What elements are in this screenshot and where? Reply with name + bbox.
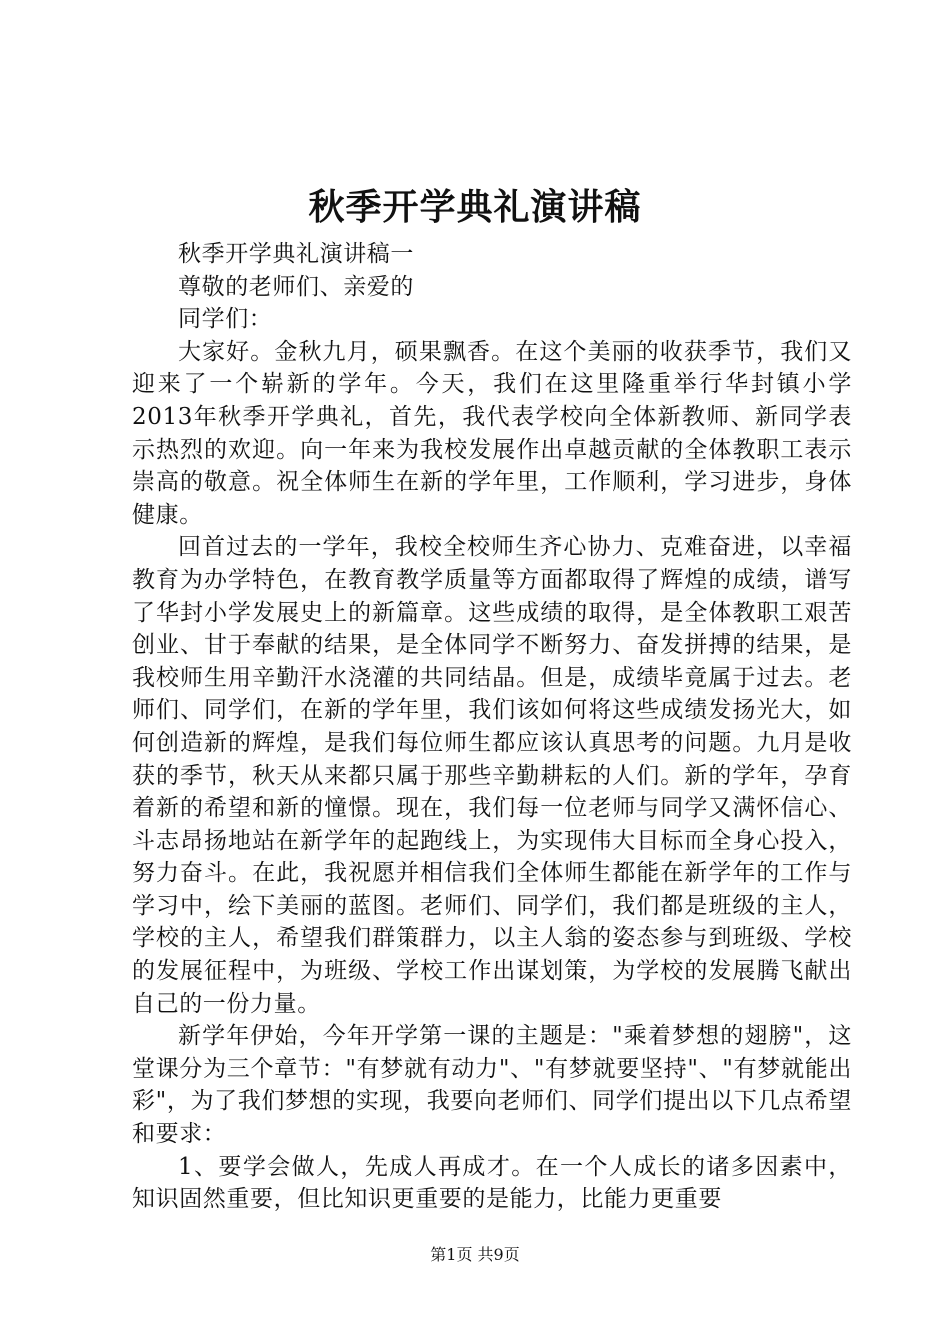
- body-paragraph: 新学年伊始，今年开学第一课的主题是："乘着梦想的翅膀"，这堂课分为三个章节："有梦就有动力"、"有梦就要坚持"、"有梦就能出彩"，为了我们梦想的实现，我要向老师们、同学们提出以下几点希望和要求：: [132, 1023, 852, 1148]
- salutation-line: 同学们：: [178, 306, 273, 333]
- document-body: [132, 238, 852, 1216]
- document-title: 秋季开学典礼演讲稿: [308, 186, 642, 228]
- body-paragraph: 1、要学会做人，先成人再成才。在一个人成长的诸多因素中，知识固然重要，但比知识更重要的是能力，比能力更重要: [132, 1153, 852, 1213]
- body-paragraph: 回首过去的一学年，我校全校师生齐心协力、克难奋进，以幸福教育为办学特色，在教育教学质量等方面都取得了辉煌的成绩，谱写了华封小学发展史上的新篇章。这些成绩的取得，是全体教职工艰苦创业、甘于奉献的结果，是全体同学不断努力、奋发拼搏的结果，是我校师生用辛勤汗水浇灌的共同结晶。但是，成绩毕竟属于过去。老师们、同学们，在新的学年里，我们该如何将这些成绩发扬光大，如何创造新的辉煌，是我们每位师生都应该认真思考的问题。九月是收获的季节，秋天从来都只属于那些辛勤耕耘的人们。新的学年，孕育着新的希望和新的憧憬。现在，我们每一位老师与同学又满怀信心、斗志昂扬地站在新学年的起跑线上，为实现伟大目标而全身心投入，努力奋斗。在此，我祝愿并相信我们全体师生都能在新学年的工作与学习中，绘下美丽的蓝图。老师们、同学们，我们都是班级的主人，学校的主人，希望我们群策群力，以主人翁的姿态参与到班级、学校的发展征程中，为班级、学校工作出谋划策，为学校的发展腾飞献出自己的一份力量。: [132, 534, 852, 1017]
- salutation-line: 尊敬的老师们、亲爱的: [178, 273, 414, 300]
- page-number-footer: 第1页 共9页: [430, 1245, 520, 1264]
- body-paragraph: 大家好。金秋九月，硕果飘香。在这个美丽的收获季节，我们又迎来了一个崭新的学年。今天，我们在这里隆重举行华封镇小学2013年秋季开学典礼，首先，我代表学校向全体新教师、新同学表示热烈的欢迎。向一年来为我校发展作出卓越贡献的全体教职工表示崇高的敬意。祝全体师生在新的学年里，工作顺利，学习进步，身体健康。: [132, 338, 852, 528]
- subtitle-paragraph: 秋季开学典礼演讲稿一: [178, 241, 414, 267]
